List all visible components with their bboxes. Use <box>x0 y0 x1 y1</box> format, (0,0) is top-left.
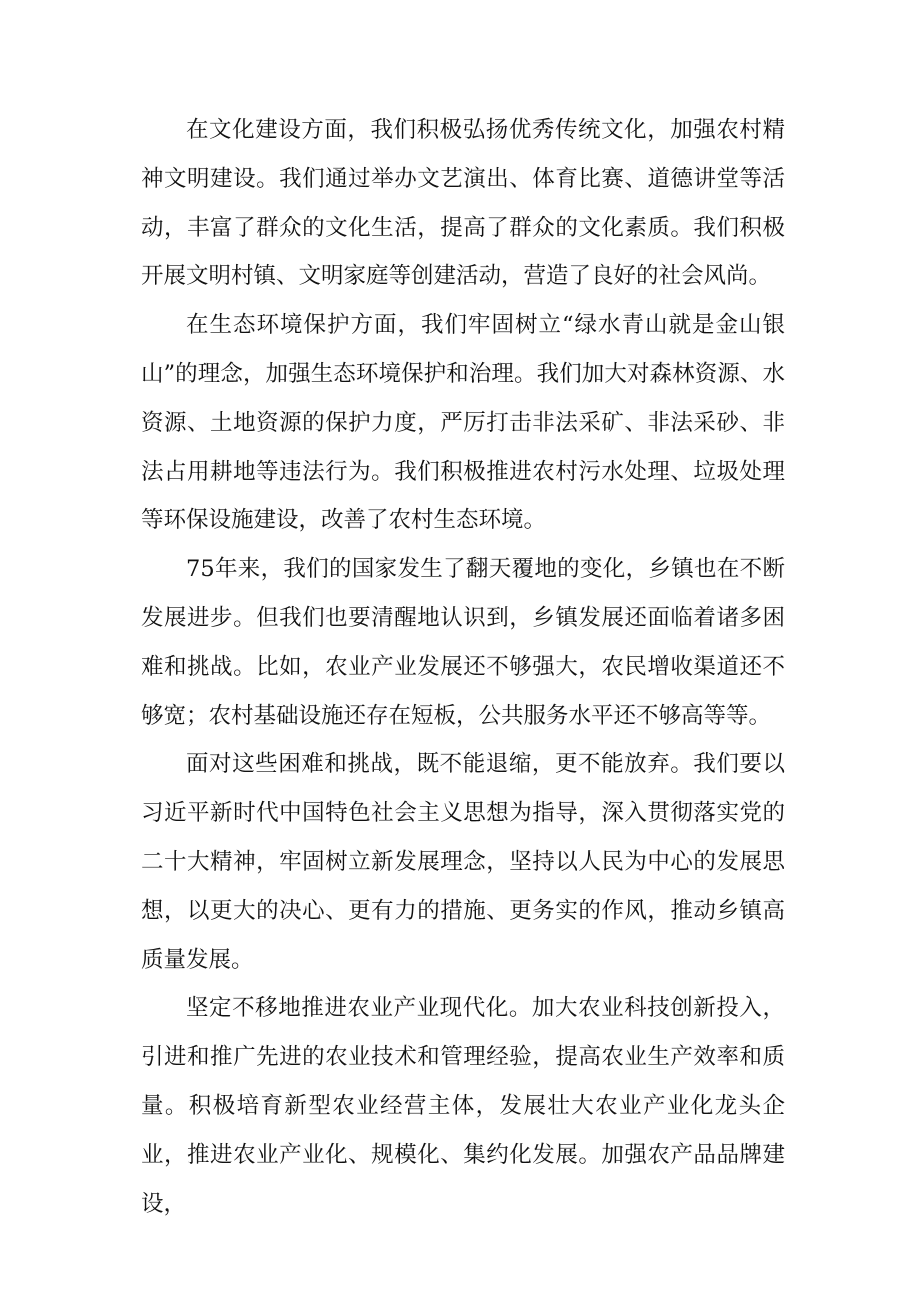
paragraph-agriculture: 坚定不移地推进农业产业现代化。加大农业科技创新投入，引进和推广先进的农业技术和管理经验，提高农业生产效率和质量。积极培育新型农业经营主体，发展壮大农业产业化龙头企业，推进农业产业化、规模化、集约化发展。加强农产品品牌建设， <box>141 995 785 1217</box>
document-body <box>141 106 785 1228</box>
paragraph-ecology: 在生态环境保护方面，我们牢固树立“绿水青山就是金山银山”的理念，加强生态环境保护和治理。我们加大对森林资源、水资源、土地资源的保护力度，严厉打击非法采矿、非法采砂、非法占用耕地等违法行为。我们积极推进农村污水处理、垃圾处理等环保设施建设，改善了农村生态环境。 <box>141 312 785 534</box>
paragraph-75-years: 75年来，我们的国家发生了翻天覆地的变化，乡镇也在不断发展进步。但我们也要清醒地认识到，乡镇发展还面临着诸多困难和挑战。比如，农业产业发展还不够强大，农民增收渠道还不够宽；农村基础设施还存在短板，公共服务水平还不够高等等。 <box>141 556 785 729</box>
paragraph-challenges: 面对这些困难和挑战，既不能退缩，更不能放弃。我们要以习近平新时代中国特色社会主义思想为指导，深入贯彻落实党的二十大精神，牢固树立新发展理念，坚持以人民为中心的发展思想，以更大的决心、更有力的措施、更务实的作风，推动乡镇高质量发展。 <box>141 751 785 973</box>
paragraph-culture: 在文化建设方面，我们积极弘扬优秀传统文化，加强农村精神文明建设。我们通过举办文艺演出、体育比赛、道德讲堂等活动，丰富了群众的文化生活，提高了群众的文化素质。我们积极开展文明村镇、文明家庭等创建活动，营造了良好的社会风尚。 <box>141 117 785 290</box>
